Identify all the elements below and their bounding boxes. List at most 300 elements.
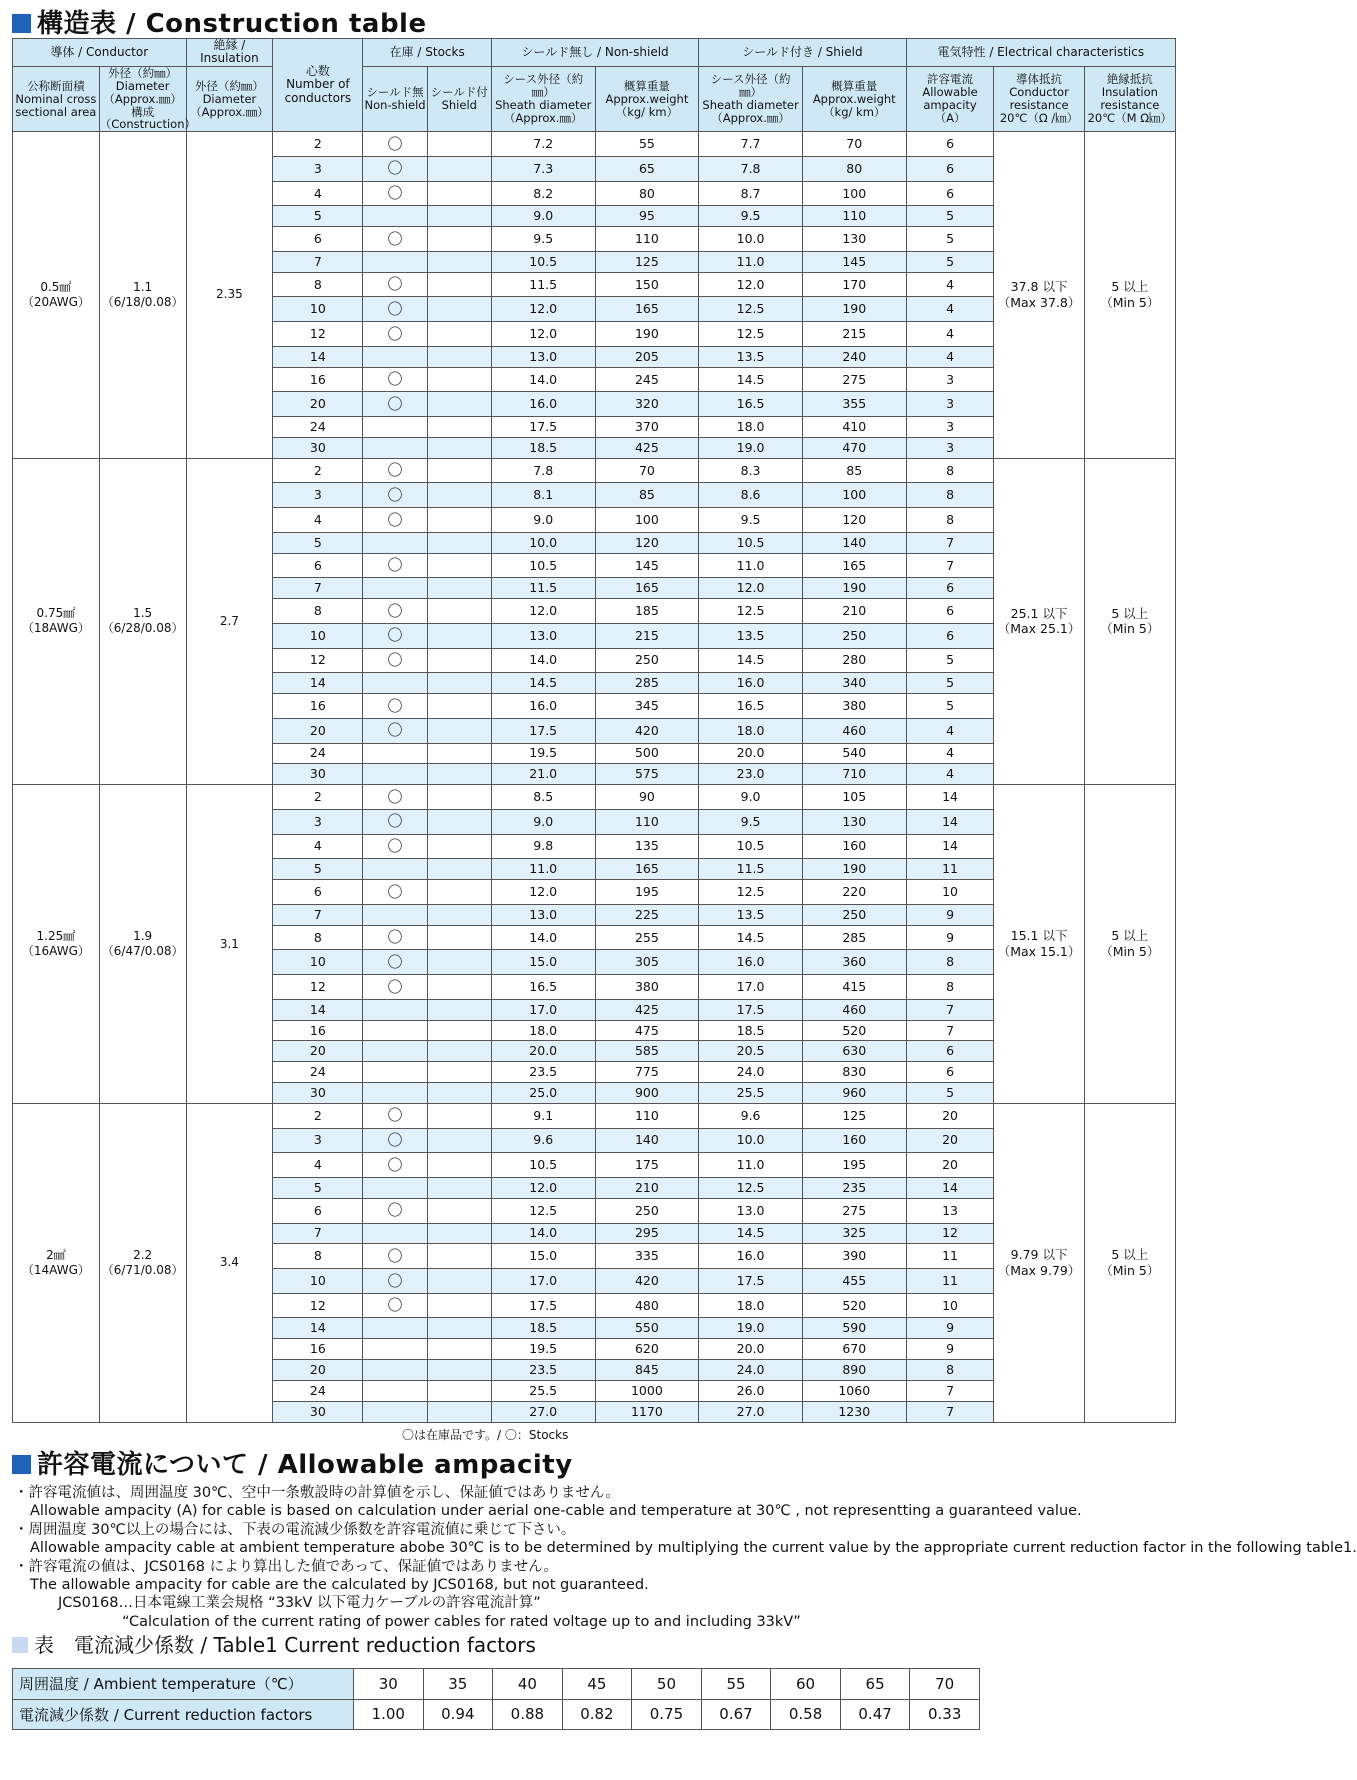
nonshield-weight-cell: 65 [595, 156, 699, 181]
conductor-resistance-cell: 25.1 以下 （Max 25.1） [994, 458, 1084, 784]
nonshield-weight-cell: 295 [595, 1223, 699, 1244]
stock-shield-cell [427, 950, 491, 975]
table-row [13, 458, 1176, 483]
shield-weight-cell: 160 [802, 834, 906, 859]
table-row [13, 1103, 1176, 1128]
conductor-diameter-cell: 2.2 （6/71/0.08） [99, 1103, 186, 1422]
shield-sheath-diameter-cell: 12.5 [699, 880, 803, 905]
shield-weight-cell: 130 [802, 809, 906, 834]
insulation-diameter-cell: 3.4 [186, 1103, 273, 1422]
shield-weight-cell: 140 [802, 532, 906, 553]
shield-weight-cell: 70 [802, 132, 906, 157]
shield-weight-cell: 130 [802, 227, 906, 252]
ampacity-cell: 4 [906, 764, 994, 785]
conductor-count-cell: 6 [273, 880, 363, 905]
shield-weight-cell: 460 [802, 718, 906, 743]
stock-nonshield-cell: 〇 [363, 322, 427, 347]
shield-weight-cell: 195 [802, 1153, 906, 1178]
shield-weight-cell: 520 [802, 1020, 906, 1041]
conductor-diameter-header: 外径（約㎜） Diameter （Approx.㎜） 構成 （Construction） [99, 65, 196, 132]
temperature-cell: 60 [771, 1669, 841, 1700]
nonshield-weight-cell: 190 [595, 322, 699, 347]
stock-nonshield-cell: 〇 [363, 227, 427, 252]
stock-shield-cell [427, 1020, 491, 1041]
conductor-count-cell: 24 [273, 1380, 363, 1401]
ampacity-cell: 12 [906, 1223, 994, 1244]
shield-sheath-diameter-cell: 27.0 [699, 1401, 803, 1422]
conductor-count-cell: 12 [273, 1293, 363, 1318]
stock-shield-header: シールド付 Shield [427, 66, 491, 131]
conductor-count-cell: 2 [273, 1103, 363, 1128]
stock-legend-note: 〇は在庫品です。/ 〇：Stocks [402, 1428, 569, 1442]
conductor-count-cell: 30 [273, 1083, 363, 1104]
ampacity-cell: 9 [906, 925, 994, 950]
nonshield-sheath-diameter-cell: 7.8 [491, 458, 595, 483]
stock-nonshield-cell [363, 1401, 427, 1422]
stock-nonshield-cell [363, 532, 427, 553]
stock-shield-cell [427, 999, 491, 1020]
ampacity-cell: 11 [906, 1269, 994, 1294]
ampacity-cell: 4 [906, 322, 994, 347]
ampacity-cell: 5 [906, 206, 994, 227]
reduction-factor-row [13, 1699, 980, 1730]
nominal-area-cell: 0.5㎟ （20AWG） [13, 132, 100, 458]
conductor-count-cell: 10 [273, 1269, 363, 1294]
stock-shield-cell [427, 1360, 491, 1381]
ampacity-title-text: 許容電流について / Allowable ampacity [37, 1450, 573, 1480]
stock-nonshield-cell: 〇 [363, 950, 427, 975]
nonshield-weight-cell: 70 [595, 458, 699, 483]
shield-sheath-diameter-cell: 11.0 [699, 1153, 803, 1178]
shield-sheath-diameter-cell: 14.5 [699, 367, 803, 392]
title-square-icon [12, 1455, 31, 1474]
ampacity-cell: 7 [906, 1380, 994, 1401]
stock-shield-cell [427, 809, 491, 834]
conductor-count-cell: 10 [273, 297, 363, 322]
conductor-resistance-cell: 9.79 以下 （Max 9.79） [994, 1103, 1084, 1422]
conductor-count-cell: 30 [273, 1401, 363, 1422]
ampacity-notes [14, 1484, 1357, 1631]
stock-nonshield-cell: 〇 [363, 809, 427, 834]
ampacity-title [12, 1444, 573, 1481]
stock-shield-cell [427, 227, 491, 252]
ampacity-cell: 6 [906, 1041, 994, 1062]
stock-nonshield-cell [363, 1062, 427, 1083]
stock-nonshield-cell: 〇 [363, 1269, 427, 1294]
shield-sheath-diameter-cell: 23.0 [699, 764, 803, 785]
stock-shield-cell [427, 553, 491, 578]
conductor-count-cell: 4 [273, 834, 363, 859]
shield-sheath-diameter-cell: 16.5 [699, 694, 803, 719]
conductor-count-cell: 8 [273, 1244, 363, 1269]
shield-sheath-diameter-cell: 13.5 [699, 346, 803, 367]
shield-weight-cell: 275 [802, 1198, 906, 1223]
note-line: The allowable ampacity for cable are the calculated by JCS0168, but not guaranteed. [30, 1577, 649, 1594]
ampacity-cell: 13 [906, 1198, 994, 1223]
temperature-cell: 55 [701, 1669, 771, 1700]
stock-shield-cell [427, 532, 491, 553]
stock-shield-cell [427, 251, 491, 272]
conductor-count-cell: 7 [273, 904, 363, 925]
nominal-area-header: 公称断面積 Nominal cross sectional area [13, 66, 100, 131]
stock-shield-cell [427, 623, 491, 648]
nonshield-sheath-diameter-cell: 19.5 [491, 1339, 595, 1360]
nonshield-weight-cell: 370 [595, 417, 699, 438]
ampacity-cell: 4 [906, 272, 994, 297]
shield-weight-cell: 190 [802, 578, 906, 599]
nonshield-sheath-diameter-cell: 21.0 [491, 764, 595, 785]
stock-nonshield-cell [363, 904, 427, 925]
nonshield-weight-cell: 425 [595, 437, 699, 458]
ampacity-cell: 10 [906, 880, 994, 905]
ampacity-cell: 7 [906, 553, 994, 578]
stock-shield-cell [427, 718, 491, 743]
nonshield-weight-cell: 425 [595, 999, 699, 1020]
shield-weight-cell: 325 [802, 1223, 906, 1244]
shield-sheath-diameter-cell: 12.0 [699, 578, 803, 599]
conductor-count-cell: 5 [273, 206, 363, 227]
shield-weight-cell: 355 [802, 392, 906, 417]
shield-weight-cell: 120 [802, 508, 906, 533]
conductor-count-cell: 14 [273, 673, 363, 694]
stock-nonshield-cell [363, 764, 427, 785]
shield-sheath-diameter-cell: 18.0 [699, 1293, 803, 1318]
shield-sheath-diameter-cell: 10.0 [699, 1128, 803, 1153]
ampacity-cell: 8 [906, 975, 994, 1000]
stock-shield-cell [427, 1178, 491, 1199]
stock-nonshield-cell [363, 743, 427, 764]
shield-sheath-diameter-cell: 17.0 [699, 975, 803, 1000]
nonshield-sheath-diameter-cell: 12.5 [491, 1198, 595, 1223]
conductor-count-cell: 4 [273, 181, 363, 206]
conductor-count-cell: 2 [273, 132, 363, 157]
shield-sheath-diameter-cell: 16.0 [699, 1244, 803, 1269]
nonshield-sheath-diameter-cell: 7.3 [491, 156, 595, 181]
construction-title-text: 構造表 / Construction table [37, 9, 427, 39]
note-line: ・許容電流の値は、JCS0168 により算出した値であって、保証値ではありません。 [14, 1558, 559, 1575]
conductor-count-cell: 2 [273, 458, 363, 483]
stock-nonshield-cell [363, 1178, 427, 1199]
stock-shield-cell [427, 297, 491, 322]
shield-sheath-diameter-cell: 16.5 [699, 392, 803, 417]
stock-shield-cell [427, 1153, 491, 1178]
shield-sheath-diameter-cell: 14.5 [699, 648, 803, 673]
stock-nonshield-cell: 〇 [363, 367, 427, 392]
shield-sheath-diameter-cell: 24.0 [699, 1062, 803, 1083]
nonshield-weight-cell: 250 [595, 648, 699, 673]
stock-nonshield-cell [363, 1083, 427, 1104]
shield-sheath-diameter-cell: 14.5 [699, 925, 803, 950]
nonshield-weight-cell: 120 [595, 532, 699, 553]
stock-nonshield-cell [363, 999, 427, 1020]
stock-nonshield-cell: 〇 [363, 508, 427, 533]
shield-sheath-diameter-cell: 13.5 [699, 904, 803, 925]
stock-shield-cell [427, 1269, 491, 1294]
nonshield-weight-cell: 55 [595, 132, 699, 157]
nominal-area-cell: 1.25㎟ （16AWG） [13, 785, 100, 1104]
shield-weight-cell: 830 [802, 1062, 906, 1083]
nonshield-sheath-diameter-cell: 12.0 [491, 1178, 595, 1199]
shield-weight-cell: 190 [802, 859, 906, 880]
stock-nonshield-cell [363, 1020, 427, 1041]
ampacity-cell: 8 [906, 950, 994, 975]
ampacity-cell: 6 [906, 181, 994, 206]
stock-nonshield-cell: 〇 [363, 458, 427, 483]
shield-sheath-diameter-cell: 11.5 [699, 859, 803, 880]
stock-shield-cell [427, 458, 491, 483]
shield-sheath-diameter-cell: 18.0 [699, 417, 803, 438]
conductor-count-cell: 6 [273, 553, 363, 578]
shield-weight-cell: 100 [802, 181, 906, 206]
conductor-resistance-header: 導体抵抗 Conductor resistance 20℃（Ω /㎞） [994, 66, 1084, 131]
shield-group-header: シールド付き / Shield [699, 39, 906, 67]
shield-sheath-diameter-cell: 20.5 [699, 1041, 803, 1062]
nonshield-weight-cell: 575 [595, 764, 699, 785]
conductor-count-cell: 12 [273, 975, 363, 1000]
note-line: Allowable ampacity cable at ambient temperature abobe 30℃ is to be determined by multiplying the current value by the appropriate current reduction factor in the following table1. [30, 1540, 1357, 1557]
conductor-count-cell: 16 [273, 367, 363, 392]
shield-weight-cell: 85 [802, 458, 906, 483]
nonshield-sheath-diameter-cell: 15.0 [491, 1244, 595, 1269]
nonshield-weight-cell: 100 [595, 508, 699, 533]
stock-nonshield-cell: 〇 [363, 1198, 427, 1223]
shield-weight-cell: 100 [802, 483, 906, 508]
nonshield-weight-cell: 125 [595, 251, 699, 272]
conductor-count-cell: 10 [273, 950, 363, 975]
shield-sheath-diameter-cell: 10.5 [699, 532, 803, 553]
shield-weight-cell: 1230 [802, 1401, 906, 1422]
conductor-count-cell: 4 [273, 1153, 363, 1178]
conductor-count-cell: 5 [273, 532, 363, 553]
ampacity-cell: 9 [906, 1339, 994, 1360]
nonshield-weight-cell: 85 [595, 483, 699, 508]
stock-shield-cell [427, 785, 491, 810]
shield-sheath-diameter-cell: 20.0 [699, 743, 803, 764]
conductor-count-cell: 24 [273, 1062, 363, 1083]
nonshield-weight-cell: 500 [595, 743, 699, 764]
nonshield-sheath-diameter-cell: 20.0 [491, 1041, 595, 1062]
shield-sheath-diameter-cell: 20.0 [699, 1339, 803, 1360]
shield-weight-cell: 275 [802, 367, 906, 392]
insulation-resistance-header: 絶縁抵抗 Insulation resistance 20℃（M Ω㎞） [1084, 66, 1175, 131]
nonshield-sheath-diameter-cell: 18.0 [491, 1020, 595, 1041]
stock-nonshield-cell [363, 346, 427, 367]
factor-cell: 0.67 [701, 1699, 771, 1730]
shield-weight-cell: 630 [802, 1041, 906, 1062]
conductor-diameter-cell: 1.5 （6/28/0.08） [99, 458, 186, 784]
stock-nonshield-cell [363, 1318, 427, 1339]
nonshield-weight-cell: 110 [595, 227, 699, 252]
conductor-count-cell: 14 [273, 346, 363, 367]
shield-weight-cell: 390 [802, 1244, 906, 1269]
nonshield-sheath-diameter-cell: 17.5 [491, 417, 595, 438]
nonshield-weight-cell: 145 [595, 553, 699, 578]
shield-sheath-diameter-cell: 8.6 [699, 483, 803, 508]
nonshield-sheath-diameter-cell: 13.0 [491, 904, 595, 925]
nonshield-weight-cell: 585 [595, 1041, 699, 1062]
stock-shield-cell [427, 367, 491, 392]
nonshield-sheath-diameter-cell: 25.5 [491, 1380, 595, 1401]
nonshield-sheath-diameter-cell: 8.5 [491, 785, 595, 810]
nonshield-weight-cell: 320 [595, 392, 699, 417]
factor-cell: 1.00 [354, 1699, 424, 1730]
nonshield-sheath-diameter-cell: 9.6 [491, 1128, 595, 1153]
nonshield-sheath-diameter-cell: 27.0 [491, 1401, 595, 1422]
shield-weight-cell: 470 [802, 437, 906, 458]
insulation-diameter-header: 外径（約㎜） Diameter （Approx.㎜） [186, 66, 273, 131]
shield-weight-cell: 220 [802, 880, 906, 905]
insulation-resistance-cell: 5 以上 （Min 5） [1084, 458, 1175, 784]
stock-shield-cell [427, 694, 491, 719]
nonshield-sheath-diameter-cell: 13.0 [491, 623, 595, 648]
nonshield-sheath-header: シース外径（約㎜） Sheath diameter （Approx.㎜） [491, 66, 595, 131]
nonshield-sheath-diameter-cell: 14.0 [491, 367, 595, 392]
conductor-count-cell: 24 [273, 417, 363, 438]
stock-shield-cell [427, 648, 491, 673]
ampacity-cell: 6 [906, 599, 994, 624]
nonshield-weight-cell: 305 [595, 950, 699, 975]
ampacity-cell: 4 [906, 718, 994, 743]
shield-weight-cell: 340 [802, 673, 906, 694]
stock-shield-cell [427, 156, 491, 181]
note-line: “Calculation of the current rating of power cables for rated voltage up to and including 33kV” [122, 1613, 801, 1630]
factor-cell: 0.94 [423, 1699, 493, 1730]
table1-square-icon [12, 1637, 28, 1653]
shield-sheath-diameter-cell: 12.5 [699, 1178, 803, 1199]
shield-sheath-diameter-cell: 7.8 [699, 156, 803, 181]
nonshield-sheath-diameter-cell: 16.0 [491, 694, 595, 719]
stock-shield-cell [427, 392, 491, 417]
factor-cell: 0.58 [771, 1699, 841, 1730]
stock-shield-cell [427, 1103, 491, 1128]
nominal-area-cell: 0.75㎟ （18AWG） [13, 458, 100, 784]
ampacity-cell: 5 [906, 694, 994, 719]
nonshield-sheath-diameter-cell: 14.0 [491, 648, 595, 673]
stock-nonshield-header: シールド無 Non-shield [363, 66, 427, 131]
shield-weight-cell: 145 [802, 251, 906, 272]
shield-sheath-diameter-cell: 18.0 [699, 718, 803, 743]
nonshield-sheath-diameter-cell: 12.0 [491, 880, 595, 905]
ampacity-cell: 3 [906, 417, 994, 438]
shield-weight-cell: 165 [802, 553, 906, 578]
shield-sheath-diameter-cell: 17.5 [699, 1269, 803, 1294]
shield-weight-cell: 890 [802, 1360, 906, 1381]
ampacity-cell: 9 [906, 904, 994, 925]
nonshield-sheath-diameter-cell: 17.0 [491, 999, 595, 1020]
nonshield-weight-cell: 165 [595, 297, 699, 322]
temperature-cell: 70 [910, 1669, 980, 1700]
stock-shield-cell [427, 1083, 491, 1104]
stock-shield-cell [427, 346, 491, 367]
conductor-count-cell: 12 [273, 322, 363, 347]
nonshield-sheath-diameter-cell: 9.1 [491, 1103, 595, 1128]
ampacity-cell: 8 [906, 1360, 994, 1381]
shield-sheath-diameter-cell: 16.0 [699, 950, 803, 975]
factor-cell: 0.75 [632, 1699, 702, 1730]
conductor-resistance-cell: 37.8 以下 （Max 37.8） [994, 132, 1084, 458]
stock-shield-cell [427, 1380, 491, 1401]
conductor-count-cell: 3 [273, 809, 363, 834]
stock-shield-cell [427, 1128, 491, 1153]
nonshield-weight-cell: 380 [595, 975, 699, 1000]
conductor-count-cell: 5 [273, 859, 363, 880]
shield-sheath-diameter-cell: 10.5 [699, 834, 803, 859]
shield-weight-cell: 960 [802, 1083, 906, 1104]
nonshield-sheath-diameter-cell: 9.5 [491, 227, 595, 252]
shield-weight-cell: 215 [802, 322, 906, 347]
nonshield-weight-cell: 255 [595, 925, 699, 950]
ampacity-cell: 3 [906, 437, 994, 458]
conductor-count-cell: 7 [273, 251, 363, 272]
stock-nonshield-cell: 〇 [363, 1293, 427, 1318]
stock-shield-cell [427, 417, 491, 438]
ampacity-cell: 9 [906, 1318, 994, 1339]
nonshield-weight-cell: 135 [595, 834, 699, 859]
conductor-count-cell: 3 [273, 1128, 363, 1153]
ampacity-cell: 7 [906, 532, 994, 553]
shield-sheath-diameter-cell: 7.7 [699, 132, 803, 157]
shield-sheath-diameter-cell: 11.0 [699, 251, 803, 272]
nonshield-sheath-diameter-cell: 7.2 [491, 132, 595, 157]
stock-nonshield-cell: 〇 [363, 834, 427, 859]
nonshield-weight-cell: 165 [595, 578, 699, 599]
ampacity-cell: 14 [906, 785, 994, 810]
nonshield-sheath-diameter-cell: 15.0 [491, 950, 595, 975]
stock-shield-cell [427, 1244, 491, 1269]
stock-shield-cell [427, 1062, 491, 1083]
conductors-header: 心数 Number of conductors [273, 39, 363, 132]
nonshield-weight-cell: 775 [595, 1062, 699, 1083]
stock-shield-cell [427, 834, 491, 859]
conductor-count-cell: 7 [273, 578, 363, 599]
factor-cell: 0.33 [910, 1699, 980, 1730]
stock-shield-cell [427, 272, 491, 297]
nonshield-weight-cell: 210 [595, 1178, 699, 1199]
nonshield-weight-cell: 245 [595, 367, 699, 392]
stock-shield-cell [427, 743, 491, 764]
nonshield-sheath-diameter-cell: 11.0 [491, 859, 595, 880]
stock-shield-cell [427, 1223, 491, 1244]
shield-weight-cell: 460 [802, 999, 906, 1020]
stock-shield-cell [427, 181, 491, 206]
stock-nonshield-cell [363, 437, 427, 458]
ampacity-cell: 6 [906, 132, 994, 157]
shield-sheath-diameter-cell: 9.6 [699, 1103, 803, 1128]
conductor-count-cell: 6 [273, 227, 363, 252]
conductor-count-cell: 7 [273, 1223, 363, 1244]
shield-sheath-diameter-cell: 14.5 [699, 1223, 803, 1244]
ampacity-cell: 11 [906, 1244, 994, 1269]
reduction-factor-label: 電流減少係数 / Current reduction factors [13, 1699, 354, 1730]
shield-sheath-diameter-cell: 12.5 [699, 599, 803, 624]
stock-nonshield-cell: 〇 [363, 880, 427, 905]
stock-nonshield-cell: 〇 [363, 553, 427, 578]
nonshield-weight-cell: 285 [595, 673, 699, 694]
stock-shield-cell [427, 880, 491, 905]
table1-title-text: 表 電流減少係数 / Table1 Current reduction factors [34, 1633, 536, 1657]
ampacity-cell: 20 [906, 1153, 994, 1178]
nonshield-sheath-diameter-cell: 9.8 [491, 834, 595, 859]
nonshield-weight-cell: 335 [595, 1244, 699, 1269]
conductor-count-cell: 16 [273, 1339, 363, 1360]
stock-nonshield-cell: 〇 [363, 181, 427, 206]
nonshield-weight-cell: 475 [595, 1020, 699, 1041]
nominal-area-cell: 2㎟ （14AWG） [13, 1103, 100, 1422]
title-square-icon [12, 14, 31, 33]
ampacity-cell: 14 [906, 809, 994, 834]
shield-sheath-diameter-cell: 25.5 [699, 1083, 803, 1104]
shield-sheath-diameter-cell: 8.3 [699, 458, 803, 483]
